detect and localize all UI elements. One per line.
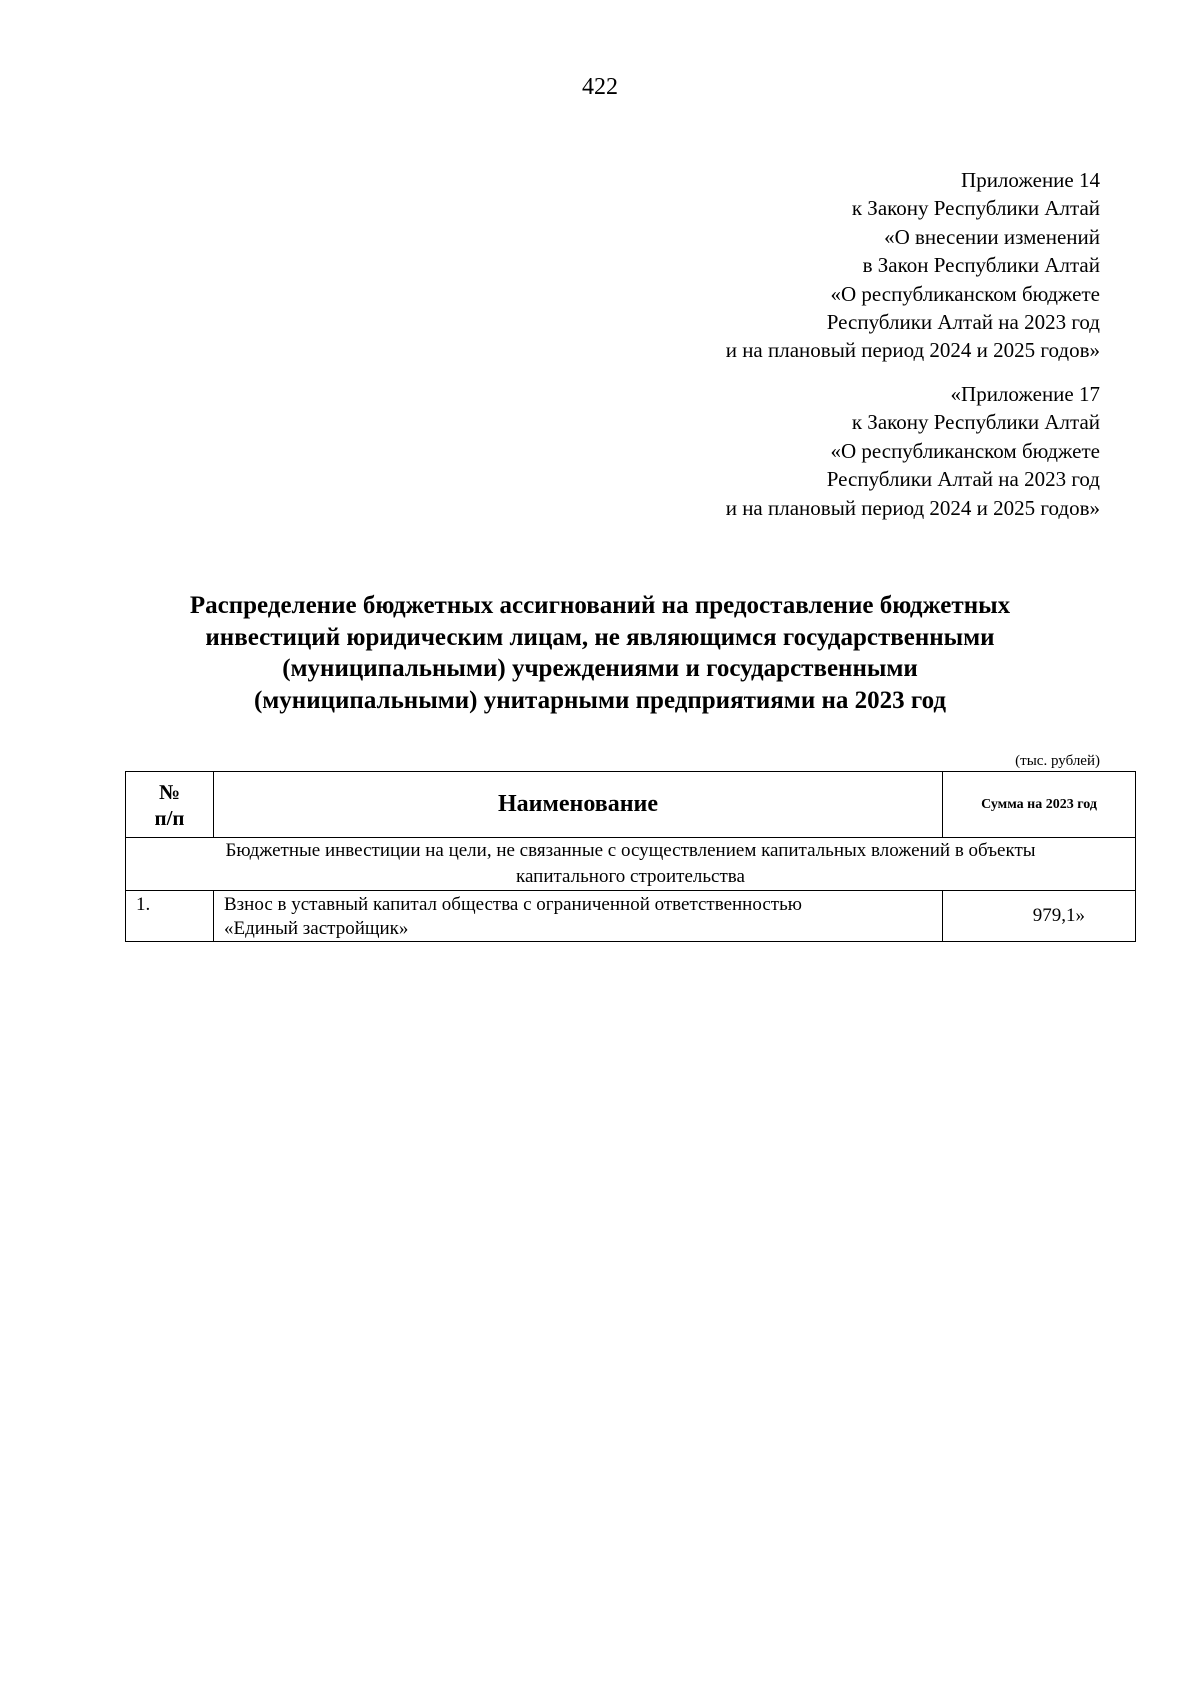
page-number: 422 — [582, 74, 618, 100]
table-section-row — [126, 838, 1136, 891]
header-number — [126, 772, 214, 838]
header-number-sign: № — [158, 779, 181, 804]
appendix-14-line: к Закону Республики Алтай — [851, 196, 1100, 221]
table-row — [126, 891, 1136, 942]
units-label: (тыс. рублей) — [1015, 753, 1100, 769]
row-name — [214, 891, 943, 942]
header-name: Наименование — [214, 772, 943, 838]
section-title — [126, 838, 1136, 891]
header-sum: Сумма на 2023 год — [943, 772, 1136, 838]
row-name-line: «Единый застройщик» — [224, 918, 409, 939]
appendix-17-line: «Приложение 17 — [950, 382, 1100, 406]
appendix-14-line: «О республиканском бюджете — [830, 281, 1100, 306]
table-header-row — [126, 772, 1136, 838]
budget-table — [125, 771, 1136, 942]
row-number: 1. — [126, 891, 214, 942]
section-title-line: капитального строительства — [516, 866, 745, 887]
row-sum: 979,1» — [943, 891, 1136, 942]
document-title-line: инвестиций юридическим лицам, не являющимся государственными — [205, 623, 995, 651]
appendix-14-line: и на плановый период 2024 и 2025 годов» — [725, 338, 1100, 363]
appendix-14-line: Республики Алтай на 2023 год — [826, 310, 1100, 335]
document-title-line: (муниципальными) унитарными предприятиями на 2023 год — [253, 686, 947, 714]
appendix-17-line: к Закону Республики Алтай — [851, 410, 1100, 435]
appendix-14-line: в Закон Республики Алтай — [862, 253, 1100, 278]
document-title-line: Распределение бюджетных ассигнований на предоставление бюджетных — [189, 592, 1011, 619]
appendix-17-line: «О республиканском бюджете — [830, 438, 1100, 463]
appendix-17-header — [726, 380, 1100, 522]
row-name-line: Взнос в уставный капитал общества с ограниченной ответственностью — [224, 894, 802, 915]
appendix-17-line: и на плановый период 2024 и 2025 годов» — [725, 495, 1100, 520]
appendix-14-line: Приложение 14 — [961, 168, 1100, 192]
document-title-line: (муниципальными) учреждениями и государственными — [282, 655, 918, 682]
document-title — [100, 590, 1100, 716]
appendix-14-header — [726, 166, 1100, 365]
appendix-14-line: «О внесении изменений — [884, 224, 1100, 249]
section-title-line: Бюджетные инвестиции на цели, не связанные с осуществлением капитальных вложений в объекты — [225, 840, 1036, 861]
appendix-17-line: Республики Алтай на 2023 год — [826, 467, 1100, 492]
header-number-abbrev: п/п — [154, 805, 185, 830]
